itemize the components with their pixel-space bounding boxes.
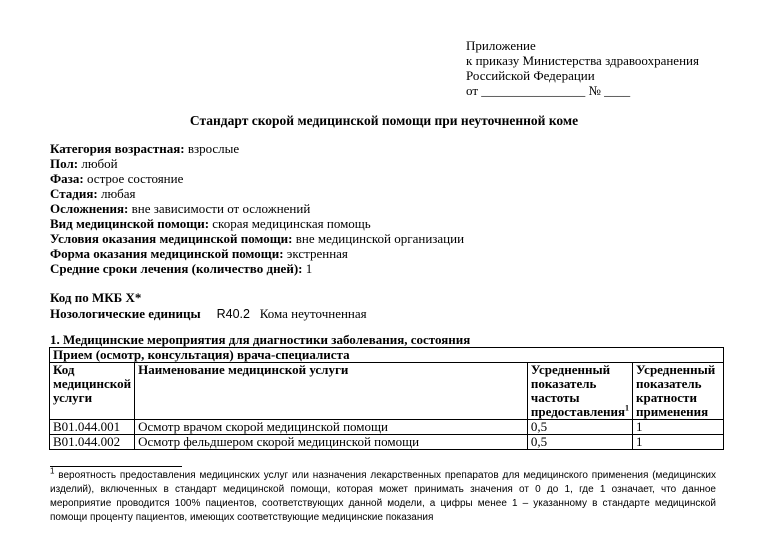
param-care-conditions <box>50 231 464 246</box>
param-label: Пол: <box>50 156 79 171</box>
param-value: 1 <box>305 261 313 276</box>
param-complications <box>50 201 464 216</box>
cell-code: B01.044.001 <box>50 420 135 435</box>
appendix-line: от ________________ № ____ <box>466 83 631 98</box>
cell-name: Осмотр фельдшером скорой медицинской помощи <box>135 435 528 450</box>
header-name: Наименование медицинской услуги <box>135 363 528 420</box>
param-care-type <box>50 216 464 231</box>
param-value: острое состояние <box>86 171 184 186</box>
appendix-line: к приказу Министерства здравоохранения <box>466 53 699 68</box>
appendix-line: Российской Федерации <box>466 68 595 83</box>
table-row <box>50 435 724 450</box>
table-group-row <box>50 348 724 363</box>
mkb-label: Код по МКБ X* <box>50 290 142 305</box>
cell-multiplicity: 1 <box>633 420 724 435</box>
cell-multiplicity: 1 <box>633 435 724 450</box>
param-label: Условия оказания медицинской помощи: <box>50 231 293 246</box>
header-multiplicity: Усредненный показатель кратности применения <box>633 363 724 420</box>
param-value: любой <box>81 156 118 171</box>
header-frequency: Усредненный показатель частоты предоставления$^1$ <box>527 363 632 420</box>
param-stage <box>50 186 464 201</box>
mkb-block <box>50 290 367 322</box>
param-label: Форма оказания медицинской помощи: <box>50 246 284 261</box>
param-value: вне медицинской организации <box>295 231 465 246</box>
mkb-name: Кома неуточненная <box>259 306 367 321</box>
table-header-row <box>50 363 724 420</box>
footnote-ref: 1 <box>625 403 630 413</box>
footnote-text: вероятность предоставления медицинских услуг или назначения лекарственных препаратов для медицинского применения (медицинских изделий), включенных в стандарт медицинской помощи, которая может принимать значения от 0 до 1, где 1 означает, что данное мероприятие проводится 100% пациентов, соответствующих данной модели, а цифры менее 1 – указанному в стандарте медицинской помощи проценту пациентов, имеющих соответствующие медицинские показания <box>50 470 716 523</box>
nosology-label: Нозологические единицы <box>50 306 201 321</box>
appendix-line: Приложение <box>466 38 536 53</box>
footnote <box>50 466 716 525</box>
param-value: взрослые <box>187 141 240 156</box>
table-group-title: Прием (осмотр, консультация) врача-специалиста <box>50 348 724 363</box>
table-row <box>50 420 724 435</box>
cell-name: Осмотр врачом скорой медицинской помощи <box>135 420 528 435</box>
param-value: скорая медицинская помощь <box>212 216 371 231</box>
param-age <box>50 141 464 156</box>
header-code: Код медицинской услуги <box>50 363 135 420</box>
footnote-divider <box>50 466 182 467</box>
document-title: Стандарт скорой медицинской помощи при неуточненной коме <box>189 113 579 128</box>
appendix-block <box>466 38 699 98</box>
param-label: Осложнения: <box>50 201 129 216</box>
param-value: экстренная <box>286 246 348 261</box>
cell-frequency: 0,5 <box>527 420 632 435</box>
param-sex <box>50 156 464 171</box>
param-label: Фаза: <box>50 171 84 186</box>
param-label: Вид медицинской помощи: <box>50 216 210 231</box>
param-label: Категория возрастная: <box>50 141 185 156</box>
cell-code: B01.044.002 <box>50 435 135 450</box>
param-label: Средние сроки лечения (количество дней): <box>50 261 303 276</box>
cell-frequency: 0,5 <box>527 435 632 450</box>
param-value: любая <box>100 186 136 201</box>
services-table <box>49 347 724 450</box>
standard-parameters <box>50 141 464 276</box>
param-care-form <box>50 246 464 261</box>
section-title: 1. Медицинские мероприятия для диагностики заболевания, состояния <box>50 332 471 347</box>
param-value: вне зависимости от осложнений <box>131 201 311 216</box>
footnote-mark: 1 <box>50 466 55 476</box>
param-phase <box>50 171 464 186</box>
mkb-code: R40.2 <box>216 307 250 321</box>
param-duration <box>50 261 464 276</box>
param-label: Стадия: <box>50 186 98 201</box>
